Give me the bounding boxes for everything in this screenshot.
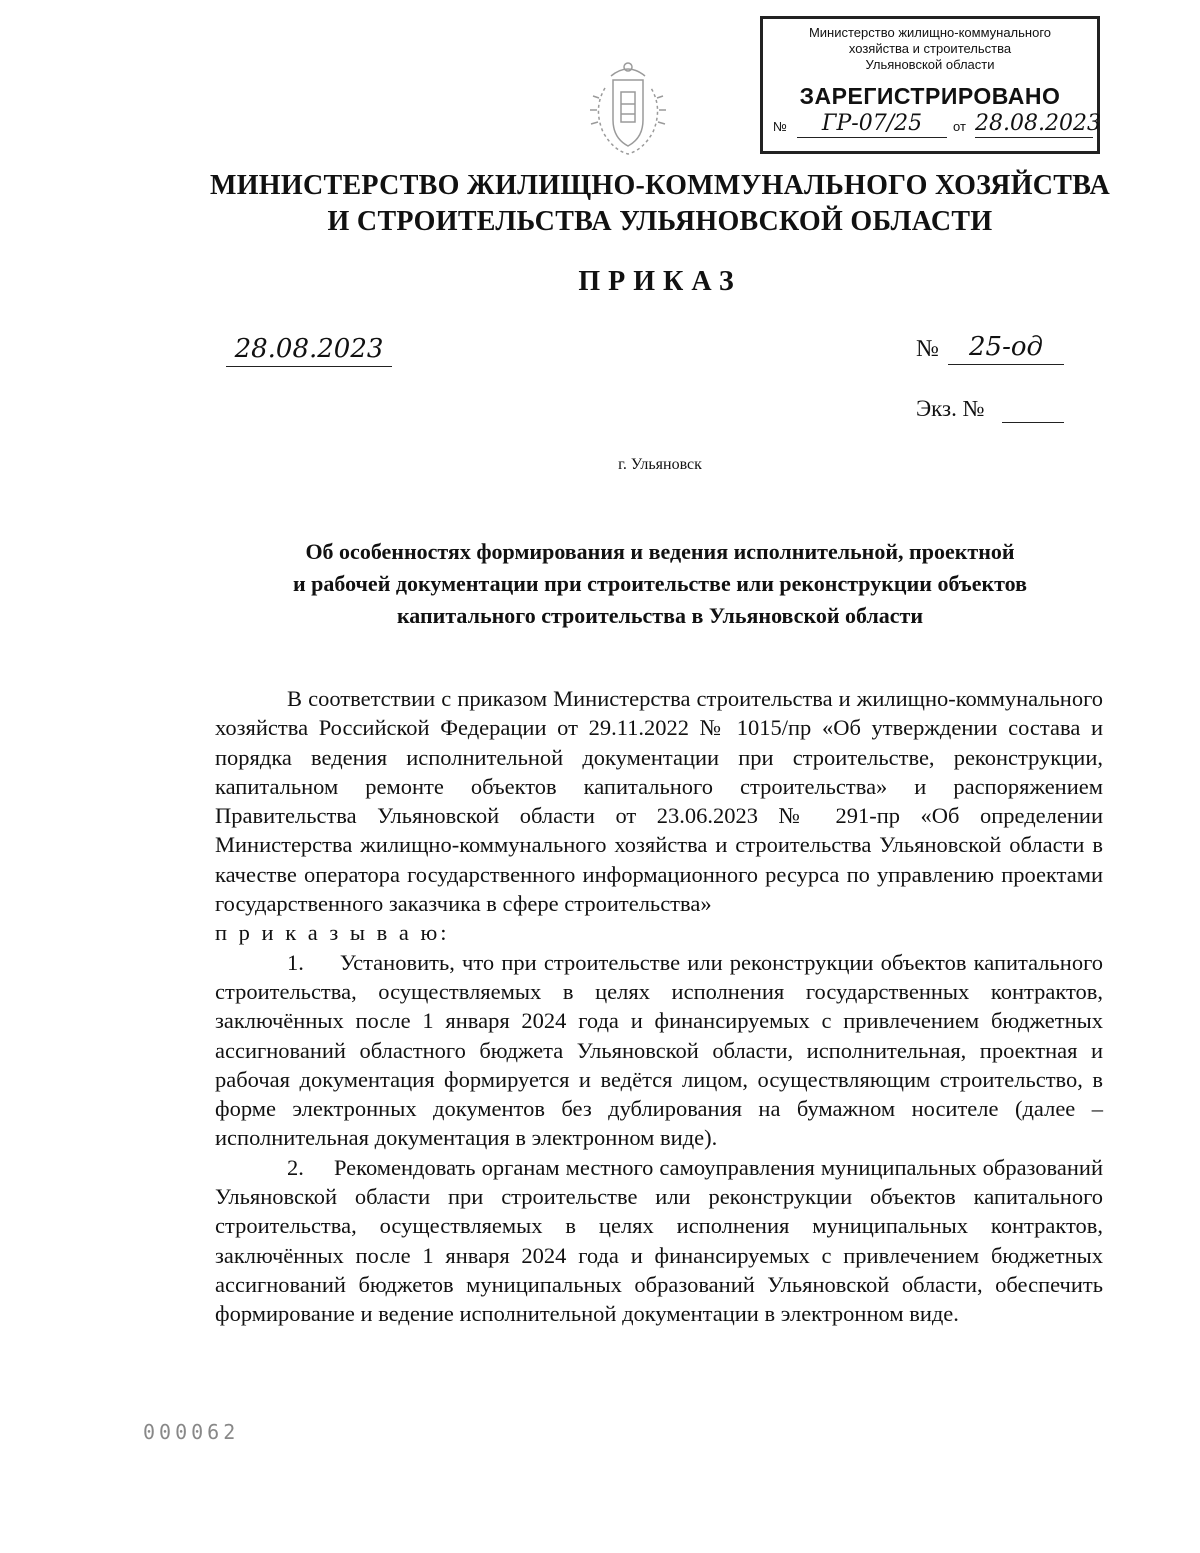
list-item [215,948,1103,1153]
copy-number-label: Экз. № [916,396,985,421]
item-number: 1. [287,949,304,975]
list-item [215,1153,1103,1329]
stamp-status: ЗАРЕГИСТРИРОВАНО [799,83,1061,109]
title-line: капитального строительства в Ульяновской области [396,603,924,628]
ministry-name [140,168,1180,240]
stamp-date-value: 28.08.2023 [975,111,1101,136]
item-text: Рекомендовать органам местного самоуправления муниципальных образований Ульяновской области при строительстве или реконструкции объектов капитального строительства, осуществляемых в целях исполнения муниципальных контрактов, заключённых после 1 января 2024 года и финансируемых с привлечением бюджетных ассигнований бюджетов муниципальных образований Ульяновской области, обеспечить формирование и ведение исполнительной документации в электронном виде. [215,1154,1103,1327]
city: г. Ульяновск [618,456,702,473]
handwritten-date: 28.08.2023 [226,332,392,367]
preamble-paragraph: В соответствии с приказом Министерства строительства и жилищно-коммунального хозяйства Российской Федерации от 29.11.2022 № 1015/пр «Об утверждении состава и порядка ведения исполнительной документации при строительстве, реконструкции, капитальном ремонте объектов капитального строительства» и распоряжением Правительства Ульяновской области от 23.06.2023 № 291-пр «Об определении Министерства жилищно-коммунального хозяйства и строительства Ульяновской области в качестве оператора государственного информационного ресурса по управлению проектами государственного заказчика в сфере строительства» [215,686,1103,917]
item-number: 2. [287,1154,304,1180]
title-line: и рабочей документации при строительстве или реконструкции объектов [292,571,1028,596]
item-text: Установить, что при строительстве или реконструкции объектов капитального строительства, осуществляемых в целях исполнения государственных контрактов, заключённых после 1 января 2024 года и финансируемых с привлечением бюджетных ассигнований областного бюджета Ульяновской области, исполнительная, проектная и рабочая документация формируется и ведётся лицом, осуществляющим строительство, в форме электронных документов без дублирования на бумажном носителе (далее – исполнительная документация в электронном виде). [215,949,1104,1151]
document-type: ПРИКАЗ [578,266,742,297]
ministry-name-line: МИНИСТЕРСТВО ЖИЛИЩНО-КОММУНАЛЬНОГО ХОЗЯЙСТВА [209,170,1110,201]
document-body [215,684,1103,1329]
document-title [160,536,1160,632]
stamp-organization [763,25,1097,73]
coat-of-arms-icon [583,58,673,158]
registration-stamp [760,16,1100,154]
copy-number-blank [1002,422,1064,423]
ministry-name-line: И СТРОИТЕЛЬСТВА УЛЬЯНОВСКОЙ ОБЛАСТИ [327,206,993,237]
stamp-number-label: № [773,119,787,134]
order-word: п р и к а з ы в а ю: [215,920,450,946]
stamp-org-line: Ульяновской области [865,57,995,72]
title-line: Об особенностях формирования и ведения исполнительной, проектной [305,539,1015,564]
stamp-from-label: от [953,119,966,134]
stamp-number-value: ГР-07/25 [797,111,947,138]
handwritten-number: 25-од [948,330,1064,365]
page-code: 000062 [143,1420,240,1444]
stamp-org-line: хозяйства и строительства [848,41,1012,56]
stamp-org-line: Министерство жилищно-коммунального [808,25,1052,40]
number-label: № [916,336,939,362]
